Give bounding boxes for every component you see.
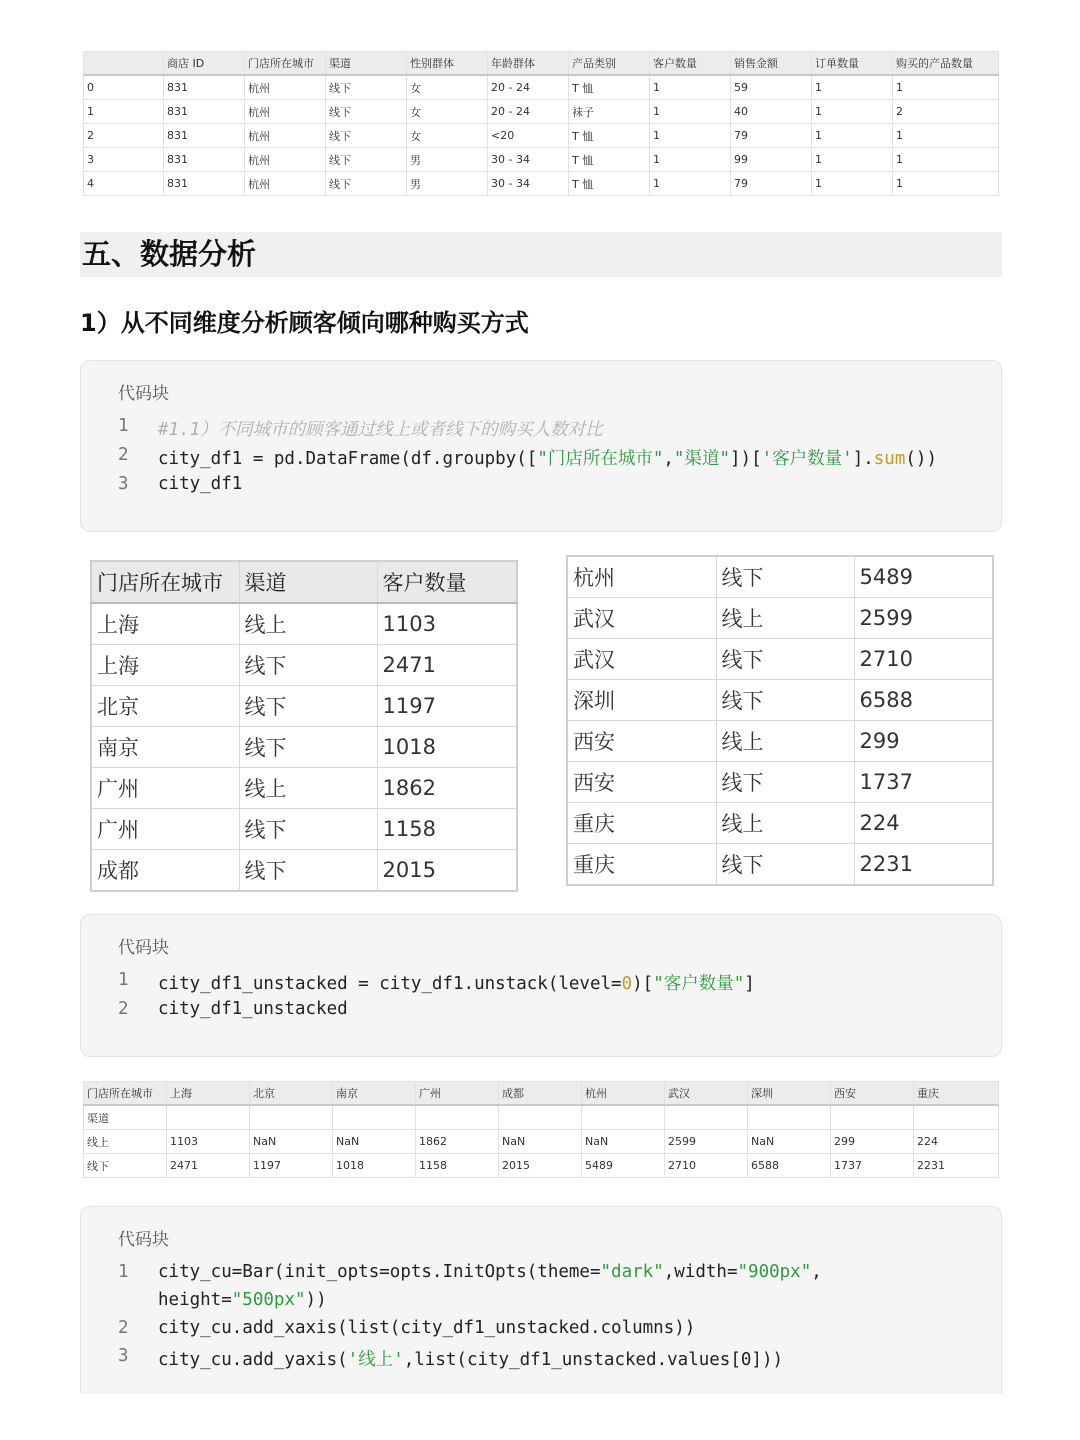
code-token: city_cu.add_xaxis(list(city_df1_unstacked.columns)) (158, 1318, 696, 1338)
code-token: city_df1_unstacked = city_df1.unstack(level= (158, 974, 622, 994)
table-cell: 2710 (854, 639, 993, 680)
table-cell: 广州 (91, 768, 239, 809)
code-token: height= (158, 1290, 232, 1310)
table-cell: 男 (407, 172, 488, 196)
table-row (567, 680, 993, 721)
table-cell: 线下 (239, 645, 377, 686)
code-block-3[interactable] (80, 1206, 1002, 1406)
table-row (567, 844, 993, 886)
column-header: 上海 (167, 1082, 250, 1106)
table-row (567, 556, 993, 598)
table-row (91, 645, 517, 686)
table-cell (333, 1105, 416, 1130)
table-row (84, 100, 999, 124)
column-header: 武汉 (665, 1082, 748, 1106)
code-token: )) (305, 1290, 327, 1310)
table-cell: 831 (164, 124, 245, 148)
table-cell: 20 - 24 (488, 100, 569, 124)
table-header-row (84, 52, 999, 76)
table-cell: 831 (164, 148, 245, 172)
table-cell: 1 (812, 75, 893, 100)
column-header: 南京 (333, 1082, 416, 1106)
code-token: ,list(city_df1_unstacked.values[0])) (403, 1350, 784, 1370)
table-cell: 1 (893, 172, 999, 196)
table-cell: 1 (893, 148, 999, 172)
table-cell: 1 (650, 124, 731, 148)
table-cell: 1018 (333, 1154, 416, 1178)
line-number: 1 (118, 1262, 129, 1282)
table-header-row (91, 561, 517, 603)
table-cell: 线下 (84, 1154, 167, 1178)
table-cell: 线上 (84, 1130, 167, 1154)
table-cell: 1103 (167, 1130, 250, 1154)
code-token: ] (744, 974, 755, 994)
table-cell: <20 (488, 124, 569, 148)
table-cell: NaN (250, 1130, 333, 1154)
index-name-cell: 渠道 (84, 1105, 167, 1130)
table-cell: 上海 (91, 603, 239, 645)
column-header: 深圳 (748, 1082, 831, 1106)
table-cell: NaN (499, 1130, 582, 1154)
table-cell: T 恤 (569, 124, 650, 148)
table-cell: 1 (650, 172, 731, 196)
column-header: 北京 (250, 1082, 333, 1106)
table-cell: 0 (84, 75, 164, 100)
code-text (158, 445, 937, 470)
code-text (158, 970, 755, 995)
table-cell: 1737 (831, 1154, 914, 1178)
table-cell: 1862 (377, 768, 517, 809)
table-cell: 线下 (239, 686, 377, 727)
code-token: , (663, 449, 674, 469)
table-cell: 40 (731, 100, 812, 124)
table-cell: 1103 (377, 603, 517, 645)
table-cell: 1197 (250, 1154, 333, 1178)
table-cell: 2599 (854, 598, 993, 639)
table-cell: 2471 (377, 645, 517, 686)
table-cell: 224 (854, 803, 993, 844)
table-row (567, 762, 993, 803)
table-cell: 79 (731, 172, 812, 196)
table-cell: 1 (812, 172, 893, 196)
table-cell (665, 1105, 748, 1130)
table-cell: 武汉 (567, 639, 716, 680)
code-token: "900px" (737, 1262, 812, 1282)
table-cell: 224 (914, 1130, 999, 1154)
table-cell: 30 - 34 (488, 172, 569, 196)
table-row (91, 686, 517, 727)
table-row (91, 603, 517, 645)
code-token: )[ (632, 974, 654, 994)
code-token: city_df1 = pd.DataFrame(df.groupby([ (158, 449, 538, 469)
table-cell: 1737 (854, 762, 993, 803)
table-cell: 成都 (91, 850, 239, 892)
table-cell: 线上 (239, 768, 377, 809)
table-cell: 299 (831, 1130, 914, 1154)
table-cell: 北京 (91, 686, 239, 727)
table-row (91, 768, 517, 809)
column-header: 性别群体 (407, 52, 488, 76)
table-cell: 5489 (854, 556, 993, 598)
table-cell: 线下 (716, 844, 854, 886)
table-cell: 线上 (716, 598, 854, 639)
code-token: sum (873, 449, 906, 469)
table-cell: 杭州 (245, 124, 326, 148)
table-header-row (84, 1082, 999, 1106)
table-cell: 杭州 (245, 172, 326, 196)
code-token: city_df1 (158, 474, 243, 494)
code-block-label: 代码块 (118, 1230, 169, 1250)
line-number: 3 (118, 1346, 129, 1366)
table-cell: 2231 (854, 844, 993, 886)
table-cell: 6588 (854, 680, 993, 721)
table-cell (582, 1105, 665, 1130)
code-block-label: 代码块 (118, 384, 169, 404)
table-cell: 线下 (716, 556, 854, 598)
table-cell: 1 (893, 75, 999, 100)
code-token: #1.1）不同城市的顾客通过线上或者线下的购买人数对比 (158, 420, 603, 440)
table-cell: 杭州 (567, 556, 716, 598)
line-number: 2 (118, 999, 129, 1019)
code-token: ]. (852, 449, 874, 469)
code-token: city_cu=Bar(init_opts=opts.InitOpts(theme= (158, 1262, 601, 1282)
table-cell: 线下 (239, 727, 377, 768)
column-header: 渠道 (239, 561, 377, 603)
table-cell: 6588 (748, 1154, 831, 1178)
code-token: 0 (621, 974, 633, 994)
table-cell: 1018 (377, 727, 517, 768)
table-cell: 上海 (91, 645, 239, 686)
table-cell: 30 - 34 (488, 148, 569, 172)
table-cell: 79 (731, 124, 812, 148)
table-row (567, 598, 993, 639)
code-token: city_cu.add_yaxis( (158, 1350, 348, 1370)
table-cell: 1 (650, 100, 731, 124)
table-cell: 男 (407, 148, 488, 172)
column-header: 成都 (499, 1082, 582, 1106)
table-row (91, 850, 517, 892)
column-header: 销售金额 (731, 52, 812, 76)
table-cell: NaN (333, 1130, 416, 1154)
table-row (84, 1130, 999, 1154)
table-cell (914, 1105, 999, 1130)
table-cell: 线下 (326, 148, 407, 172)
table-row (91, 727, 517, 768)
column-header: 产品类别 (569, 52, 650, 76)
table-cell: 2015 (499, 1154, 582, 1178)
table-cell: 线上 (716, 803, 854, 844)
table-cell: 线下 (326, 124, 407, 148)
table-cell: 99 (731, 148, 812, 172)
table-cell: 西安 (567, 762, 716, 803)
column-header: 门店所在城市 (245, 52, 326, 76)
table-cell: 杭州 (245, 100, 326, 124)
table-cell: 2599 (665, 1130, 748, 1154)
table-cell: 1 (812, 100, 893, 124)
table-cell: 线上 (716, 721, 854, 762)
code-text (158, 1346, 783, 1371)
table-cell (748, 1105, 831, 1130)
table-cell: T 恤 (569, 148, 650, 172)
line-number: 1 (118, 970, 129, 990)
column-header: 购买的产品数量 (893, 52, 999, 76)
table-cell: 西安 (567, 721, 716, 762)
line-number: 1 (118, 416, 129, 436)
code-token: "500px" (231, 1290, 306, 1310)
code-token: "渠道" (673, 449, 730, 469)
code-token: , (811, 1262, 822, 1282)
code-token: ,width= (663, 1262, 738, 1282)
table-cell (499, 1105, 582, 1130)
column-header: 客户数量 (650, 52, 731, 76)
column-header: 渠道 (326, 52, 407, 76)
table-cell: 线下 (716, 680, 854, 721)
table-cell: 3 (84, 148, 164, 172)
table-row (91, 809, 517, 850)
table-cell: 5489 (582, 1154, 665, 1178)
table-cell: 20 - 24 (488, 75, 569, 100)
table-cell: 女 (407, 75, 488, 100)
column-header: 订单数量 (812, 52, 893, 76)
table-cell (416, 1105, 499, 1130)
table-cell: 1197 (377, 686, 517, 727)
table-cell: 1 (84, 100, 164, 124)
table-cell: 2710 (665, 1154, 748, 1178)
code-token: ])[ (730, 449, 762, 469)
code-text (158, 1290, 327, 1310)
section-title: 五、数据分析 (80, 232, 1002, 277)
dataframe-head-table (83, 51, 999, 196)
code-text (158, 474, 242, 494)
table-cell: T 恤 (569, 172, 650, 196)
table-cell: 2015 (377, 850, 517, 892)
table-cell: 2 (84, 124, 164, 148)
code-text (158, 416, 603, 441)
table-row (567, 721, 993, 762)
table-cell: 线下 (716, 639, 854, 680)
table-cell: 重庆 (567, 803, 716, 844)
code-text (158, 1318, 695, 1338)
table-cell: 杭州 (245, 75, 326, 100)
code-token: ()) (905, 449, 937, 469)
line-number: 3 (118, 474, 129, 494)
code-text (158, 1262, 822, 1282)
table-cell: 南京 (91, 727, 239, 768)
table-cell: 1 (650, 148, 731, 172)
unstacked-dataframe-table (83, 1081, 999, 1178)
column-header (84, 52, 164, 76)
table-cell: 2471 (167, 1154, 250, 1178)
table-cell: 831 (164, 75, 245, 100)
column-header: 西安 (831, 1082, 914, 1106)
table-cell: 武汉 (567, 598, 716, 639)
table-cell: 2 (893, 100, 999, 124)
table-cell: 女 (407, 124, 488, 148)
table-cell: NaN (748, 1130, 831, 1154)
code-token: '线上' (347, 1350, 404, 1370)
code-token: "门店所在城市" (537, 449, 664, 469)
table-cell: 广州 (91, 809, 239, 850)
table-row (84, 1154, 999, 1178)
line-number: 2 (118, 1318, 129, 1338)
result-table-right (566, 555, 994, 886)
table-cell: 深圳 (567, 680, 716, 721)
column-header: 客户数量 (377, 561, 517, 603)
table-cell: 重庆 (567, 844, 716, 886)
column-header: 年龄群体 (488, 52, 569, 76)
code-block-2[interactable] (80, 914, 1002, 1057)
table-cell: 线下 (716, 762, 854, 803)
subsection-title: 1）从不同维度分析顾客倾向哪种购买方式 (80, 309, 529, 337)
table-row (84, 172, 999, 196)
code-block-1[interactable] (80, 360, 1002, 532)
result-table-left (90, 560, 518, 892)
table-cell: 831 (164, 172, 245, 196)
code-token: "dark" (600, 1262, 664, 1282)
table-row (84, 148, 999, 172)
table-cell: 831 (164, 100, 245, 124)
table-cell: 线下 (239, 850, 377, 892)
table-cell: 1 (812, 148, 893, 172)
table-cell: 线下 (326, 75, 407, 100)
table-row (567, 639, 993, 680)
table-cell: 线下 (326, 172, 407, 196)
table-cell: T 恤 (569, 75, 650, 100)
column-header: 杭州 (582, 1082, 665, 1106)
table-cell: 1 (893, 124, 999, 148)
index-name-row (84, 1105, 999, 1130)
table-cell (167, 1105, 250, 1130)
column-header: 商店 ID (164, 52, 245, 76)
table-cell: 线上 (239, 603, 377, 645)
code-token: '客户数量' (761, 449, 853, 469)
table-cell: 1 (650, 75, 731, 100)
column-header: 门店所在城市 (84, 1082, 167, 1106)
table-cell: 1158 (416, 1154, 499, 1178)
column-header: 广州 (416, 1082, 499, 1106)
table-cell: 1 (812, 124, 893, 148)
table-cell: 1862 (416, 1130, 499, 1154)
column-header: 门店所在城市 (91, 561, 239, 603)
table-row (84, 124, 999, 148)
table-cell: 4 (84, 172, 164, 196)
code-token: city_df1_unstacked (158, 999, 348, 1019)
table-cell: 线下 (239, 809, 377, 850)
table-cell: 袜子 (569, 100, 650, 124)
code-block-label: 代码块 (118, 938, 169, 958)
table-cell: 杭州 (245, 148, 326, 172)
table-cell: 299 (854, 721, 993, 762)
table-row (567, 803, 993, 844)
table-cell: 线下 (326, 100, 407, 124)
line-number: 2 (118, 445, 129, 465)
table-row (84, 75, 999, 100)
table-cell: 59 (731, 75, 812, 100)
table-cell: 2231 (914, 1154, 999, 1178)
code-text (158, 999, 348, 1019)
table-cell: 女 (407, 100, 488, 124)
table-cell (831, 1105, 914, 1130)
column-header: 重庆 (914, 1082, 999, 1106)
code-token: "客户数量" (653, 974, 745, 994)
page-bottom-mask (0, 1394, 1080, 1440)
table-cell (250, 1105, 333, 1130)
table-cell: NaN (582, 1130, 665, 1154)
table-cell: 1158 (377, 809, 517, 850)
